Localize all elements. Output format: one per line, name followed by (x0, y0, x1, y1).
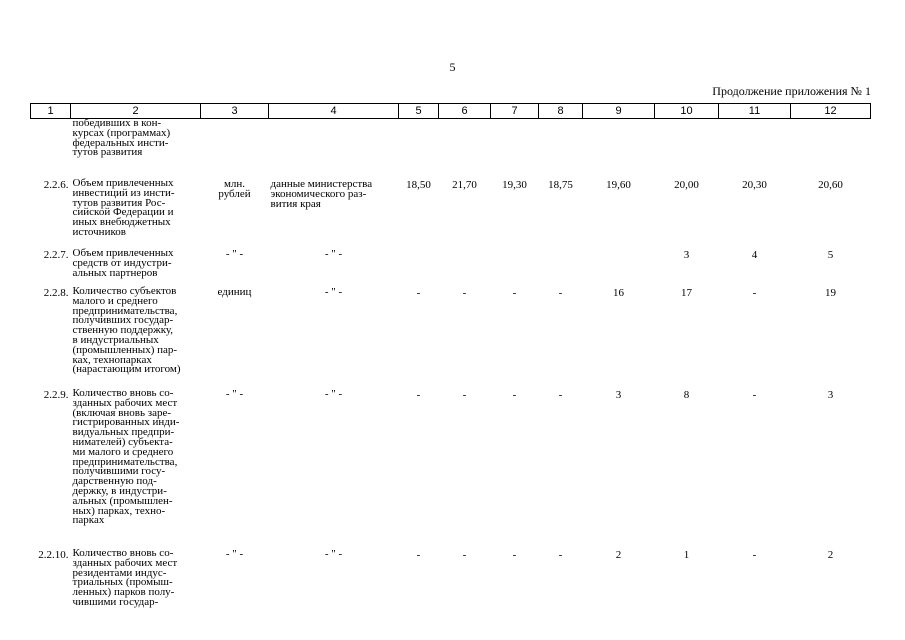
source-cell: - " - (324, 548, 343, 560)
table-row (31, 287, 871, 389)
appendix-table (30, 103, 871, 629)
value-cell: - (462, 389, 467, 401)
value-cell: 18,50 (406, 179, 431, 191)
value-cell: 20,60 (818, 179, 843, 191)
value-cell: - (416, 389, 421, 401)
indicator-name: Объем привлеченных средств от индустри- альных партнеров (72, 247, 174, 279)
value-cell: 21,70 (452, 179, 477, 191)
value-cell: 16 (613, 287, 624, 299)
row-number: 2.2.7. (43, 249, 69, 261)
unit-cell: единиц (217, 286, 252, 298)
value-cell: - (512, 549, 517, 561)
value-cell: 17 (681, 287, 692, 299)
row-number: 2.2.6. (43, 179, 69, 191)
unit-cell: млн. рублей (218, 178, 251, 200)
column-header: 4 (269, 104, 399, 119)
value-cell: - (416, 287, 421, 299)
row-number: 2.2.10. (38, 549, 69, 561)
value-cell (539, 249, 583, 287)
indicator-name: Количество вновь со- зданных рабочих мест резидентами индус- триальных (промыш- ленных) парков полу- чившими государ- (72, 547, 178, 608)
value-cell: 20,00 (674, 179, 699, 191)
value-cell (583, 119, 655, 180)
value-cell (719, 119, 791, 180)
value-cell (583, 249, 655, 287)
value-cell: 19 (825, 287, 836, 299)
unit-cell (201, 119, 269, 180)
indicator-name: Количество субъектов малого и среднего предпринимательства, получивших государ- ственную поддержку, в индустриальных (промышленных) пар- ках, технопарках (нарастающим итогом) (72, 285, 181, 376)
source-cell: данные министерства экономического раз- вития края (270, 178, 373, 210)
unit-cell: - " - (225, 248, 244, 260)
value-cell: - (416, 549, 421, 561)
column-header: 9 (583, 104, 655, 119)
value-cell: 20,30 (742, 179, 767, 191)
value-cell: - (462, 287, 467, 299)
value-cell (655, 119, 719, 180)
value-cell: - (512, 389, 517, 401)
value-cell (491, 119, 539, 180)
value-cell: 19,30 (502, 179, 527, 191)
value-cell (399, 119, 439, 180)
value-cell (439, 249, 491, 287)
value-cell (491, 249, 539, 287)
table-row (31, 179, 871, 249)
source-cell: - " - (324, 286, 343, 298)
value-cell (399, 249, 439, 287)
table-row (31, 389, 871, 549)
table-row (31, 119, 871, 180)
column-header: 1 (31, 104, 71, 119)
column-header: 10 (655, 104, 719, 119)
indicator-name: победивших в кон- курсах (программах) федеральных инсти- тутов развития (72, 117, 171, 159)
value-cell: - (558, 287, 563, 299)
source-cell: - " - (324, 248, 343, 260)
value-cell: - (752, 549, 757, 561)
value-cell: 4 (751, 249, 758, 261)
value-cell: - (512, 287, 517, 299)
source-cell: - " - (324, 388, 343, 400)
source-cell (269, 119, 399, 180)
value-cell: 3 (683, 249, 690, 261)
table-row (31, 249, 871, 287)
row-number: 2.2.9. (43, 389, 69, 401)
column-header: 8 (539, 104, 583, 119)
column-header: 11 (719, 104, 791, 119)
row-number (31, 119, 71, 180)
unit-cell: - " - (225, 388, 244, 400)
continuation-label: Продолжение приложения № 1 (712, 84, 871, 98)
column-header: 5 (399, 104, 439, 119)
value-cell: 3 (615, 389, 622, 401)
value-cell: - (558, 549, 563, 561)
value-cell: - (752, 287, 757, 299)
column-header: 6 (439, 104, 491, 119)
column-header: 2 (71, 104, 201, 119)
value-cell: 19,60 (606, 179, 631, 191)
indicator-name: Количество вновь со- зданных рабочих мест (включая вновь заре- гистрированных инди- видуальных предпри- нимателей) субъекта- ми малого и среднего предпринимательства, получившими госу- дарственную под- держку, в индустри- альных (промышлен- ных) парках, техно- парках (72, 387, 180, 527)
value-cell (539, 119, 583, 180)
value-cell: 2 (615, 549, 622, 561)
value-cell: 2 (827, 549, 834, 561)
table-row (31, 549, 871, 629)
column-header: 7 (491, 104, 539, 119)
value-cell: 1 (683, 549, 690, 561)
column-header: 12 (791, 104, 871, 119)
row-number: 2.2.8. (43, 287, 69, 299)
value-cell: - (462, 549, 467, 561)
value-cell: 5 (827, 249, 834, 261)
value-cell: - (558, 389, 563, 401)
unit-cell: - " - (225, 548, 244, 560)
value-cell (791, 119, 871, 180)
value-cell: - (752, 389, 757, 401)
value-cell: 8 (683, 389, 690, 401)
value-cell (439, 119, 491, 180)
column-header: 3 (201, 104, 269, 119)
value-cell: 18,75 (548, 179, 573, 191)
value-cell: 3 (827, 389, 834, 401)
indicator-name: Объем привлеченных инвестиций из инсти- тутов развития Рос- сийской Федерации и иных внебюджетных источников (72, 177, 175, 238)
page-number: 5 (449, 60, 456, 74)
